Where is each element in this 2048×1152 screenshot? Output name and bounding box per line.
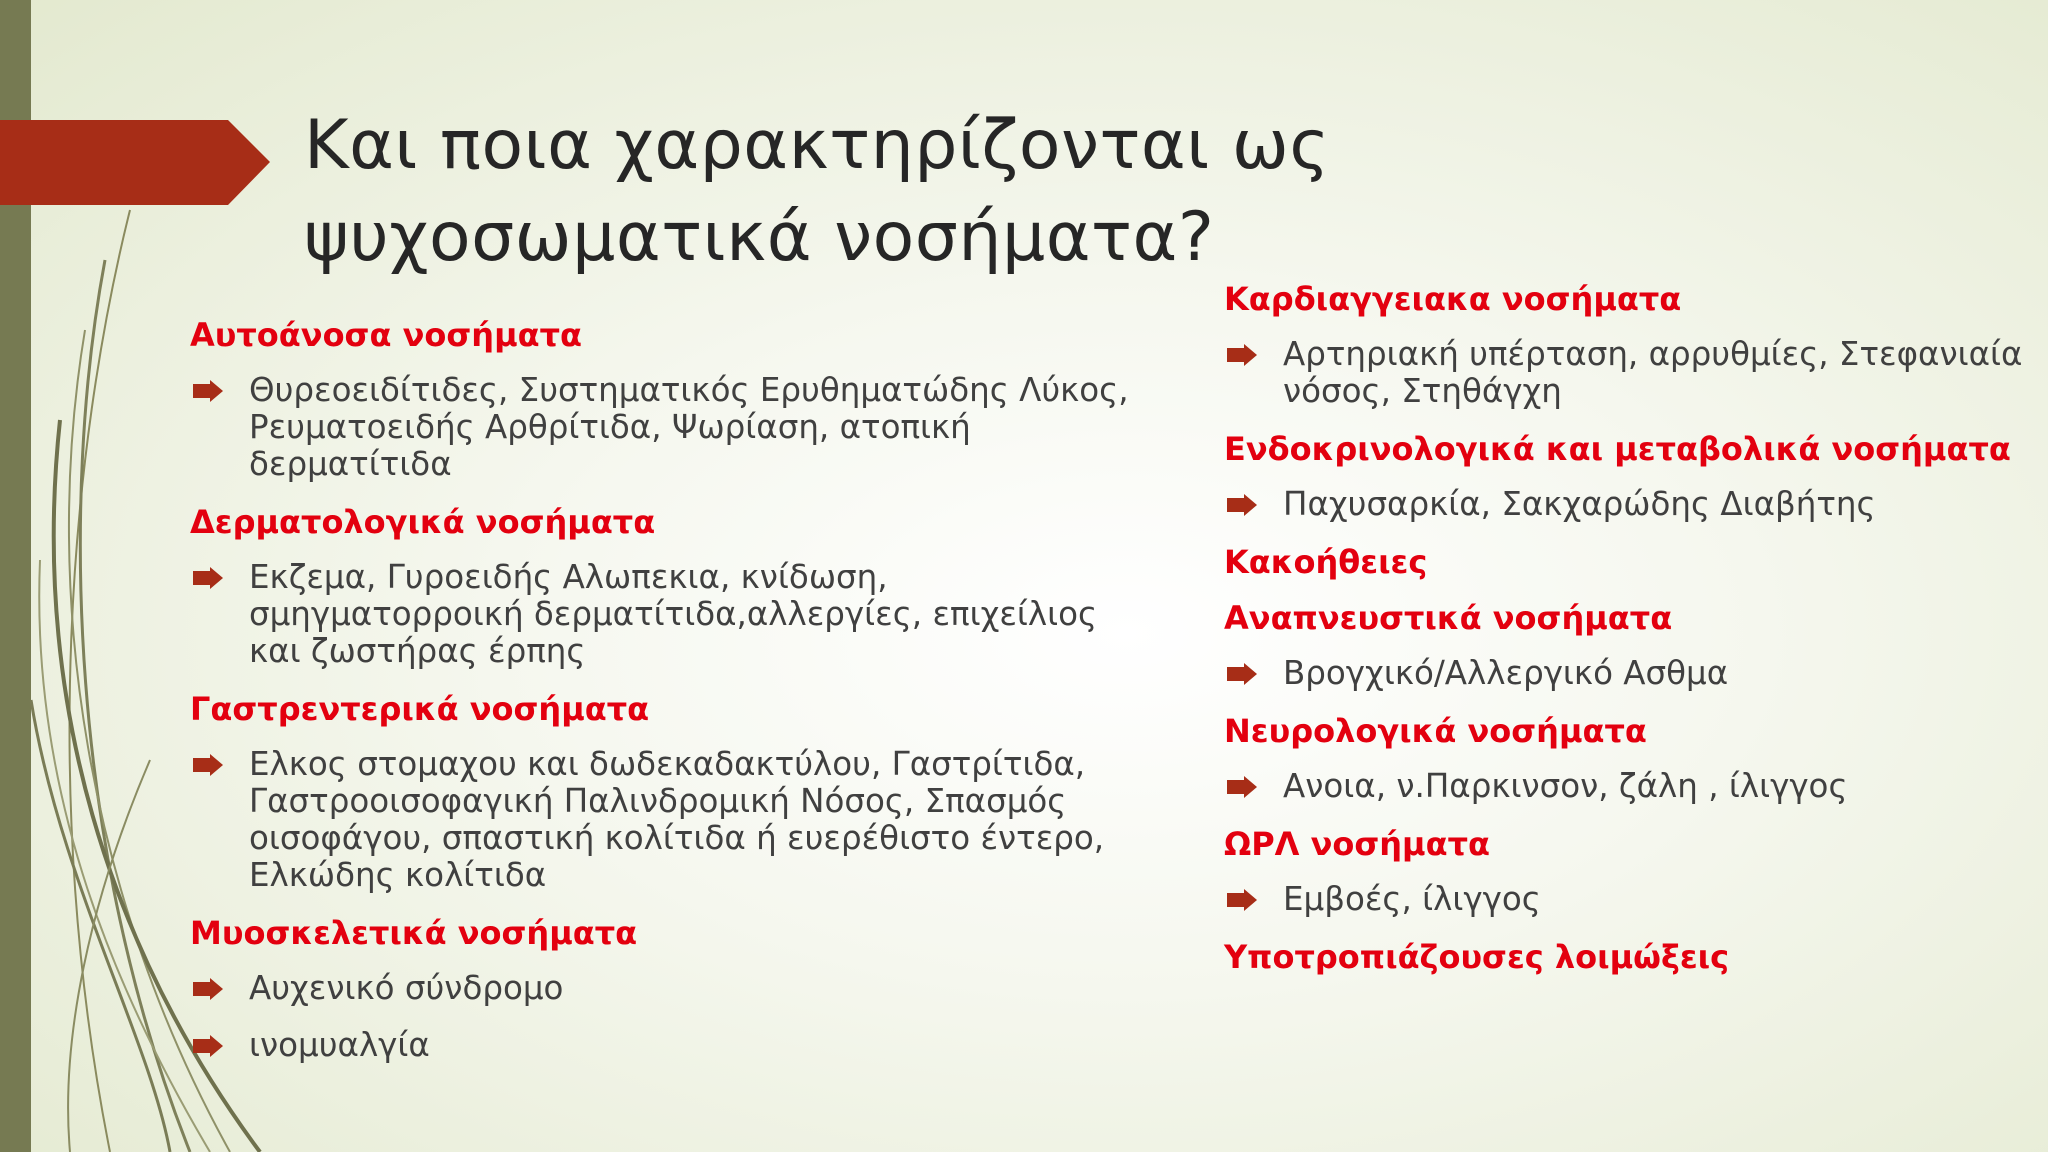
right-arrow-bullet-icon bbox=[193, 978, 223, 1000]
list-item-text: Αρτηριακή υπέρταση, αρρυθμίες, Στεφανιαία νόσος, Στηθάγχη bbox=[1283, 335, 2023, 410]
right-arrow-bullet-icon bbox=[193, 754, 223, 776]
list-item-text: Παχυσαρκία, Σακχαρώδης Διαβήτης bbox=[1283, 485, 1876, 523]
list-item bbox=[190, 746, 1150, 894]
right-arrow-bullet-icon bbox=[1227, 889, 1257, 911]
title-accent-arrow bbox=[0, 120, 270, 205]
section-heading: Αυτοάνοσα νοσήματα bbox=[190, 316, 583, 354]
right-arrow-bullet-icon bbox=[1227, 344, 1257, 366]
right-arrow-bullet-icon bbox=[1227, 776, 1257, 798]
section-heading: Μυοσκελετικά νοσήματα bbox=[190, 914, 638, 952]
list-item-text: Βρογχικό/Αλλεργικό Ασθμα bbox=[1283, 654, 1729, 692]
list-item-text: Ελκος στομαχου και δωδεκαδακτύλου, Γαστρίτιδα, Γαστροοισοφαγική Παλινδρομική Νόσος, Σπασμός οισοφάγου, σπαστική κολίτιδα ή ευερέθιστο έντερο, Ελκώδης κολίτιδα bbox=[249, 745, 1105, 894]
list-item bbox=[1224, 336, 2044, 410]
list-item-text: Εμβοές, ίλιγγος bbox=[1283, 880, 1541, 918]
section-heading: Γαστρεντερικά νοσήματα bbox=[190, 690, 650, 728]
right-arrow-bullet-icon bbox=[193, 380, 223, 402]
right-arrow-bullet-icon bbox=[193, 567, 223, 589]
section-heading: Αναπνευστικά νοσήματα bbox=[1224, 599, 1673, 637]
list-item-text: Αυχενικό σύνδρομο bbox=[249, 969, 564, 1007]
section-heading: Ενδοκρινολογικά και μεταβολικά νοσήματα bbox=[1224, 430, 2011, 468]
list-item-text: Θυρεοειδίτιδες, Συστηματικός Ερυθηματώδης Λύκος, Ρευματοειδής Αρθρίτιδα, Ψωρίαση, ατοπική δερματίτιδα bbox=[249, 371, 1129, 483]
list-item-text: Ανοια, ν.Παρκινσον, ζάλη , ίλιγγος bbox=[1283, 767, 1848, 805]
section-heading: Δερματολογικά νοσήματα bbox=[190, 503, 656, 541]
list-item bbox=[190, 970, 1150, 1007]
section-heading: ΩΡΛ νοσήματα bbox=[1224, 825, 1490, 863]
section-heading: Κακοήθειες bbox=[1224, 543, 1428, 581]
section-heading: Καρδιαγγειακα νοσήματα bbox=[1224, 280, 1682, 318]
section-heading: Υποτροπιάζουσες λοιμώξεις bbox=[1224, 938, 1730, 976]
slide-title: Και ποια χαρακτηρίζονται ως ψυχοσωματικά νοσήματα? bbox=[304, 106, 1330, 277]
list-item bbox=[190, 1027, 1150, 1064]
section-heading: Νευρολογικά νοσήματα bbox=[1224, 712, 1647, 750]
right-arrow-bullet-icon bbox=[1227, 494, 1257, 516]
list-item bbox=[1224, 655, 2044, 692]
right-column bbox=[1224, 280, 2044, 994]
list-item bbox=[1224, 881, 2044, 918]
right-arrow-bullet-icon bbox=[1227, 663, 1257, 685]
list-item-text: ινομυαλγία bbox=[249, 1026, 430, 1064]
list-item bbox=[1224, 768, 2044, 805]
list-item bbox=[190, 559, 1150, 670]
right-arrow-bullet-icon bbox=[193, 1035, 223, 1057]
left-column bbox=[190, 316, 1150, 1084]
list-item-text: Εκζεμα, Γυροειδής Αλωπεκια, κνίδωση, σμηγματορροική δερματίτιδα,αλλεργίες, επιχείλιος και ζωστήρας έρπης bbox=[249, 558, 1098, 670]
list-item bbox=[190, 372, 1150, 483]
list-item bbox=[1224, 486, 2044, 523]
